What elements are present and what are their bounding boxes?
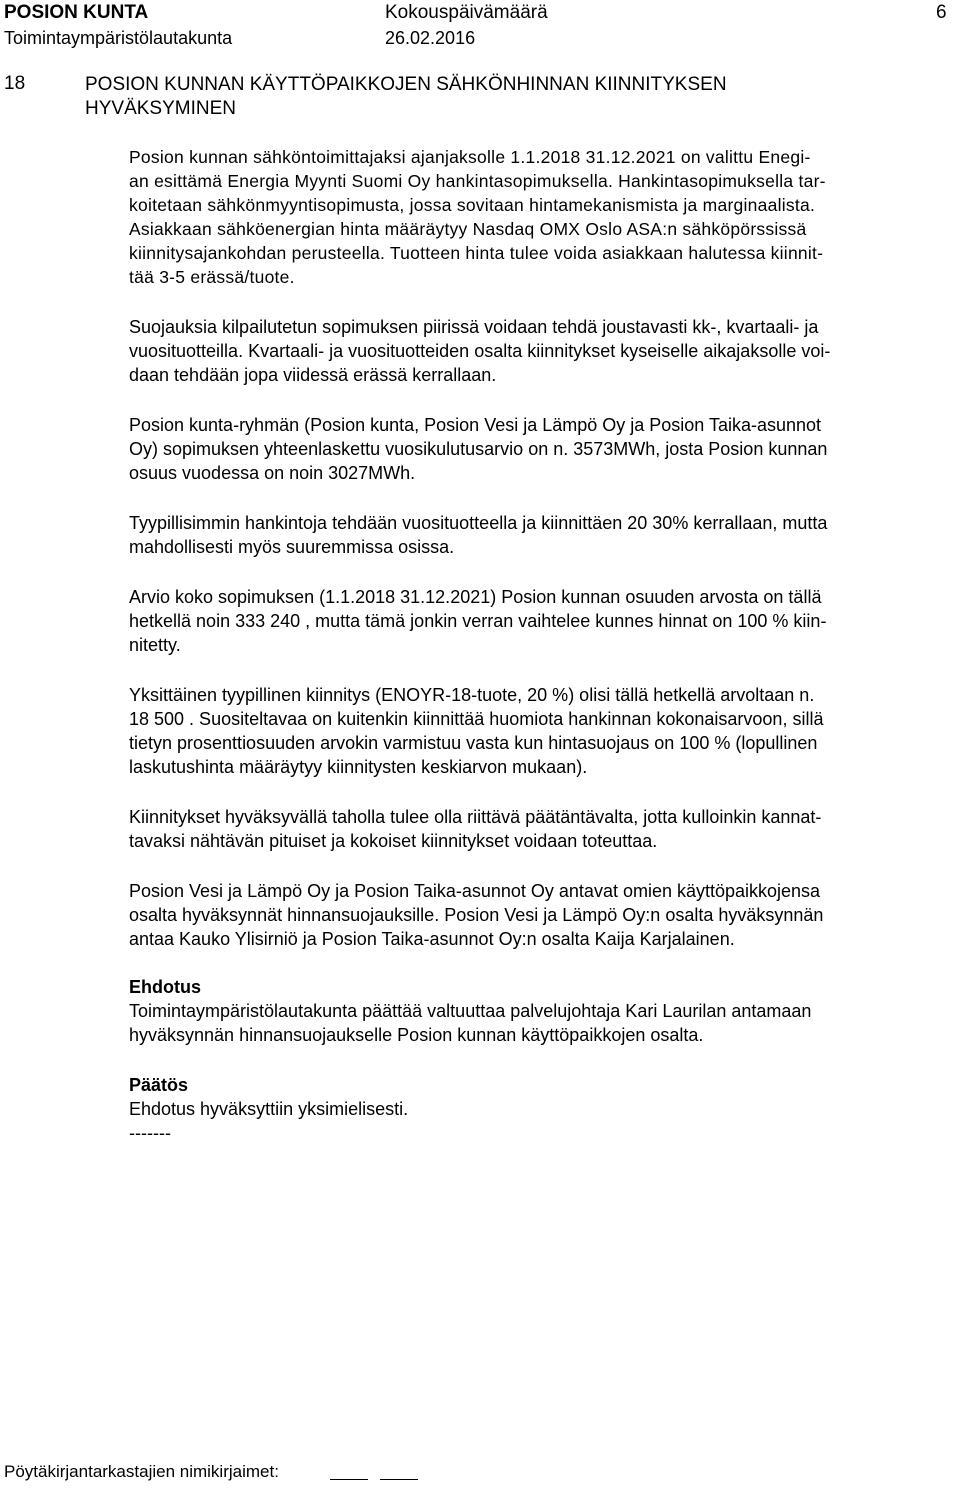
text-line: Posion kunnan sähköntoimittajaksi ajanjaksolle 1.1.2018 31.12.2021 on valittu Enegi-	[129, 147, 811, 167]
meeting-date-label: Kokouspäivämäärä	[385, 2, 548, 23]
board-name: Toimintaympäristölautakunta	[4, 28, 233, 48]
decision-heading: Päätös	[129, 1075, 189, 1095]
text-line: Asiakkaan sähköenergian hinta määräytyy Nasdaq OMX Oslo ASA:n sähköpörssissä	[129, 219, 807, 239]
text-line: an esittämä Energia Myynti Suomi Oy hankintasopimuksella. Hankintasopimuksella tar-	[129, 171, 826, 191]
text-line: daan tehdään jopa viidessä erässä kerrallaan.	[129, 365, 497, 385]
initials-line	[330, 1479, 368, 1480]
text-line: laskutushinta määräytyy kiinnitysten keskiarvon mukaan).	[129, 757, 588, 777]
text-line: Toimintaympäristölautakunta päättää valtuuttaa palvelujohtaja Kari Laurilan antamaan	[129, 1001, 812, 1021]
page-number: 6	[936, 2, 947, 23]
text-line: Arvio koko sopimuksen (1.1.2018 31.12.2021) Posion kunnan osuuden arvosta on tällä	[129, 587, 822, 607]
text-line: hyväksynnän hinnansuojaukselle Posion kunnan käyttöpaikkojen osalta.	[129, 1025, 704, 1045]
proposal-heading: Ehdotus	[129, 977, 201, 997]
proposal-section	[129, 975, 959, 1047]
text-line: Oy) sopimuksen yhteenlaskettu vuosikulutusarvio on n. 3573MWh, josta Posion kunnan	[129, 439, 828, 459]
decision-text: Ehdotus hyväksyttiin yksimielisesti.	[129, 1099, 409, 1119]
paragraph-single-fixing	[129, 683, 959, 779]
paragraph-consumption	[129, 413, 959, 485]
text-line: mahdollisesti myös suuremmissa osissa.	[129, 537, 455, 557]
text-line: Tyypillisimmin hankintoja tehdään vuosituotteella ja kiinnittäen 20 30% kerrallaan, mutta	[129, 513, 828, 533]
section-title	[85, 73, 865, 121]
text-line: tavaksi nähtävän pituiset ja kokoiset kiinnitykset voidaan toteuttaa.	[129, 831, 658, 851]
inspector-initials-label: Pöytäkirjantarkastajien nimikirjaimet:	[4, 1462, 279, 1481]
paragraph-contract	[129, 145, 959, 289]
decision-separator: -------	[129, 1123, 171, 1143]
text-line: hetkellä noin 333 240 , mutta tämä jonkin verran vaihtelee kunnes hinnat on 100 % kiin-	[129, 611, 827, 631]
paragraph-hedging	[129, 315, 959, 387]
text-line: Posion Vesi ja Lämpö Oy ja Posion Taika-asunnot Oy antavat omien käyttöpaikkojensa	[129, 881, 821, 901]
section-title-line: POSION KUNNAN KÄYTTÖPAIKKOJEN SÄHKÖNHINNAN KIINNITYKSEN	[85, 74, 727, 95]
meeting-date: 26.02.2016	[385, 28, 476, 48]
text-line: koitetaan sähkönmyyntisopimusta, jossa sovitaan hintamekanismista ja marginaalista.	[129, 195, 816, 215]
paragraph-approvals	[129, 879, 959, 951]
paragraph-procurement	[129, 511, 959, 559]
text-line: osuus vuodessa on noin 3027MWh.	[129, 463, 416, 483]
decision-section	[129, 1073, 959, 1145]
text-line: vuosituotteilla. Kvartaali- ja vuosituotteiden osalta kiinnitykset kyseiselle aikajaksolle voi-	[129, 341, 831, 361]
text-line: tää 3-5 erässä/tuote.	[129, 267, 295, 287]
text-line: kiinnitysajankohdan perusteella. Tuotteen hinta tulee voida asiakkaan halutessa kiinnit-	[129, 243, 824, 263]
organization-name: POSION KUNTA	[4, 2, 149, 23]
text-line: 18 500 . Suositeltavaa on kuitenkin kiinnittää huomiota hankinnan kokonaisarvoon, sillä	[129, 709, 824, 729]
text-line: Yksittäinen tyypillinen kiinnitys (ENOYR-18-tuote, 20 %) olisi tällä hetkellä arvoltaan n.	[129, 685, 815, 705]
text-line: antaa Kauko Ylisirniö ja Posion Taika-asunnot Oy:n osalta Kaija Karjalainen.	[129, 929, 735, 949]
text-line: nitetty.	[129, 635, 181, 655]
text-line: osalta hyväksynnät hinnansuojauksille. Posion Vesi ja Lämpö Oy:n osalta hyväksynnän	[129, 905, 824, 925]
paragraph-estimate	[129, 585, 959, 657]
text-line: Posion kunta-ryhmän (Posion kunta, Posion Vesi ja Lämpö Oy ja Posion Taika-asunnot	[129, 415, 822, 435]
section-number: 18	[4, 73, 26, 94]
initials-line	[380, 1479, 418, 1480]
text-line: Suojauksia kilpailutetun sopimuksen piirissä voidaan tehdä joustavasti kk-, kvartaali- ja	[129, 317, 819, 337]
text-line: tietyn prosenttiosuuden arvokin varmistuu vasta kun hintasuojaus on 100 % (lopullinen	[129, 733, 818, 753]
section-title-line: HYVÄKSYMINEN	[85, 98, 236, 119]
text-line: Kiinnitykset hyväksyvällä taholla tulee olla riittävä päätäntävalta, jotta kulloinkin kannat-	[129, 807, 822, 827]
paragraph-authority	[129, 805, 959, 853]
